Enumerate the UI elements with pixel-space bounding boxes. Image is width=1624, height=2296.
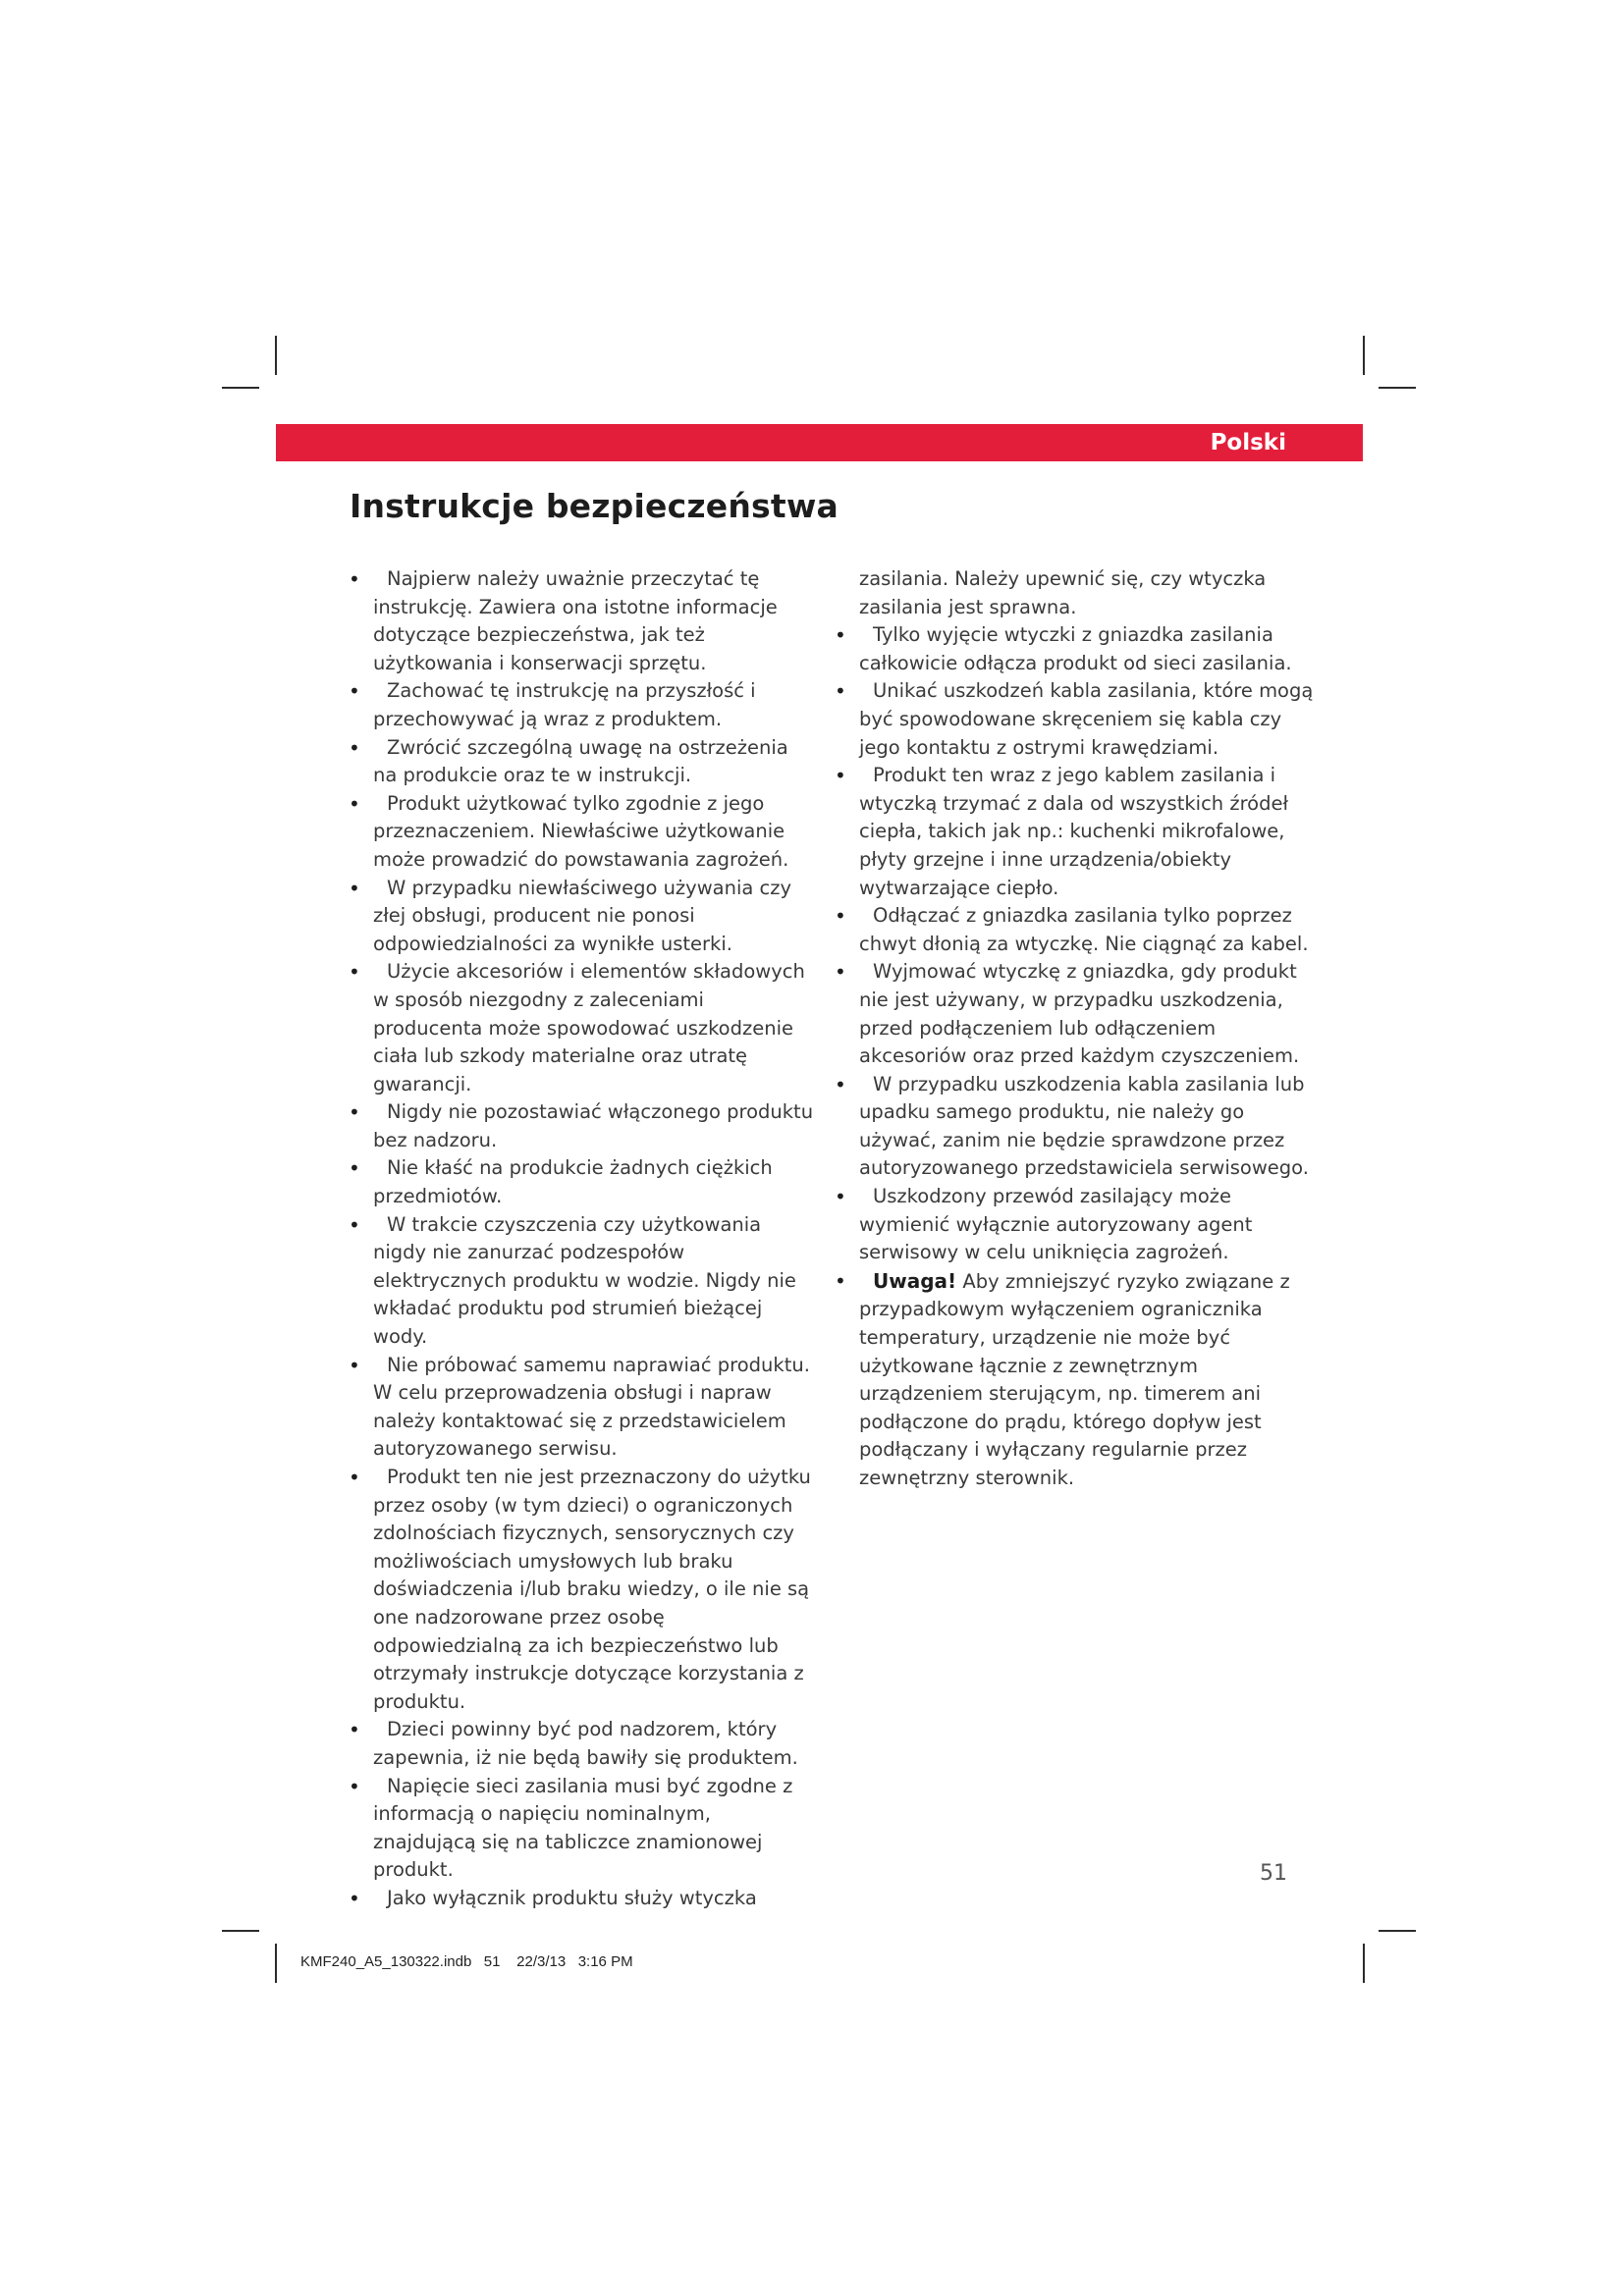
crop-mark [222,387,259,389]
list-item [349,1098,815,1154]
list-item [835,762,1321,902]
list-item-text: Najpierw należy uważnie przeczytać tę instrukcję. Zawiera ona istotne informacje dotyczące bezpieczeństwa, jak też użytkowania i konserwacji sprzętu. [373,567,778,674]
bullet-icon: • [349,735,360,760]
list-item-text: Produkt ten wraz z jego kablem zasilania i wtyczką trzymać z dala od wszystkich źródeł ciepła, takich jak np.: kuchenki mikrofalowe, płyty grzejne i inne urządzenia/obiekty wytwarzające ciepło. [859,764,1289,899]
list-item [835,958,1321,1070]
crop-mark [1379,1930,1416,1932]
safety-list-right [835,621,1321,1267]
warning-list [835,1267,1321,1493]
list-item [349,790,815,875]
list-item-text: Zachować tę instrukcję na przyszłość i przechowywać ją wraz z produktem. [373,679,756,730]
list-item [349,1885,815,1913]
bullet-icon: • [349,1774,360,1798]
list-item [349,734,815,790]
list-item [835,902,1321,958]
bullet-icon: • [835,623,846,648]
bullet-icon: • [349,1466,360,1489]
list-item-text: Nie próbować samemu naprawiać produktu. W celu przeprowadzenia obsługi i napraw należy kontaktować się z przedstawicielem autoryzowanego serwisu. [373,1353,810,1461]
bullet-icon: • [349,1100,360,1125]
bullet-icon: • [349,679,360,704]
list-item-text: Tylko wyjęcie wtyczki z gniazdka zasilania całkowicie odłącza produkt od sieci zasilania. [859,623,1292,674]
crop-mark [1379,387,1416,389]
list-item [349,1773,815,1885]
bullet-icon: • [349,1718,360,1742]
print-footer: KMF240_A5_130322.indb 51 22/3/13 3:16 PM [300,1953,633,1970]
list-item [835,677,1321,762]
list-item [349,875,815,959]
list-item [349,1716,815,1772]
list-item [349,677,815,733]
bullet-icon: • [349,791,360,816]
list-item-text: Zwrócić szczególną uwagę na ostrzeżenia na produkcie oraz te w instrukcji. [373,735,788,787]
list-item [349,1154,815,1210]
page-number: 51 [1260,1861,1287,1886]
bullet-icon: • [349,1156,360,1181]
list-item-text: Jako wyłącznik produktu służy wtyczka [387,1886,757,1909]
crop-mark [1363,336,1365,375]
continued-text: zasilania. Należy upewnić się, czy wtyczka zasilania jest sprawna. [859,567,1267,618]
bullet-icon: • [835,960,846,985]
list-item-text: Napięcie sieci zasilania musi być zgodne z informacją o napięciu nominalnym, znajdującą się na tabliczce znamionowej produkt. [373,1774,793,1882]
crop-mark [1363,1944,1365,1983]
list-item-text: Wyjmować wtyczkę z gniazdka, gdy produkt nie jest używany, w przypadku uszkodzenia, przed podłączeniem lub odłączeniem akcesoriów oraz przed każdym czyszczeniem. [859,960,1300,1068]
list-item [349,1211,815,1352]
crop-mark [275,1944,277,1983]
crop-mark [275,336,277,375]
list-item [349,1352,815,1464]
language-header-bar [276,424,1363,461]
list-item-text: Uszkodzony przewód zasilający może wymienić wyłącznie autoryzowany agent serwisowy w celu uniknięcia zagrożeń. [859,1185,1253,1264]
bullet-icon: • [835,1072,846,1096]
list-item-text: Użycie akcesoriów i elementów składowych w sposób niezgodny z zaleceniami producenta może spowodować uszkodzenie ciała lub szkody materialne oraz utratę gwarancji. [373,960,805,1095]
list-item-text: Dzieci powinny być pod nadzorem, który zapewnia, iż nie będą bawiły się produktem. [373,1718,798,1769]
warning-item [835,1267,1321,1493]
list-item-text: Unikać uszkodzeń kabla zasilania, które mogą być spowodowane skręceniem się kabla czy jego kontaktu z ostrymi krawędziami. [859,679,1314,759]
bullet-icon: • [835,1268,846,1293]
bullet-icon: • [349,876,360,900]
list-item-text: Odłączać z gniazdka zasilania tylko poprzez chwyt dłonią za wtyczkę. Nie ciągnąć za kabel. [859,904,1309,955]
safety-list-left [349,565,815,1913]
crop-mark [222,1930,259,1932]
bullet-icon: • [349,960,360,985]
list-item [349,958,815,1098]
list-item-text: W przypadku uszkodzenia kabla zasilania lub upadku samego produktu, nie należy go używać, zanim nie będzie sprawdzone przez autoryzowanego przedstawiciela serwisowego. [859,1072,1309,1180]
bullet-icon: • [349,1212,360,1237]
list-item-text: Produkt użytkować tylko zgodnie z jego przeznaczeniem. Niewłaściwe użytkowanie może prowadzić do powstawania zagrożeń. [373,791,789,871]
list-item [349,1464,815,1716]
page-title: Instrukcje bezpieczeństwa [350,487,839,525]
bullet-icon: • [835,764,846,788]
warning-text: Aby zmniejszyć ryzyko związane z przypadkowym wyłączeniem ogranicznika temperatury, urządzenie nie może być użytkowane łącznie z zewnętrznym urządzeniem sterującym, np. timerem ani podłączone do prądu, którego dopływ jest podłączany i wyłączany regularnie przez zewnętrzny sterownik. [859,1269,1290,1489]
list-item-text: W przypadku niewłaściwego używania czy złej obsługi, producent nie ponosi odpowiedzialności za wynikłe usterki. [373,876,792,955]
list-item [835,621,1321,677]
list-item-text: Nigdy nie pozostawiać włączonego produktu bez nadzoru. [373,1100,814,1151]
bullet-icon: • [349,1353,360,1377]
bullet-icon: • [835,904,846,929]
bullet-icon: • [349,1886,360,1910]
list-item-text: Nie kłaść na produkcie żadnych ciężkich przedmiotów. [373,1156,773,1208]
left-column [349,565,815,1913]
list-item [835,1071,1321,1183]
list-item [349,565,815,677]
bullet-icon: • [835,679,846,704]
bullet-icon: • [349,567,360,591]
list-item [835,1183,1321,1267]
list-item-text: W trakcie czyszczenia czy użytkowania nigdy nie zanurzać podzespołów elektrycznych produktu w wodzie. Nigdy nie wkładać produktu pod strumień bieżącej wody. [373,1212,796,1349]
list-item-text: Produkt ten nie jest przeznaczony do użytku przez osoby (w tym dzieci) o ograniczonych zdolnościach fizycznych, sensorycznych czy możliwościach umysłowych lub braku doświadczenia i/lub braku wiedzy, o ile nie są one nadzorowane przez osobę odpowiedzialną za ich bezpieczeństwo lub otrzymały instrukcje dotyczące korzystania z produktu. [373,1466,811,1713]
right-column [835,565,1321,1493]
bullet-icon: • [835,1185,846,1209]
warning-label: Uwaga! [873,1268,957,1293]
language-label: Polski [1210,430,1286,455]
